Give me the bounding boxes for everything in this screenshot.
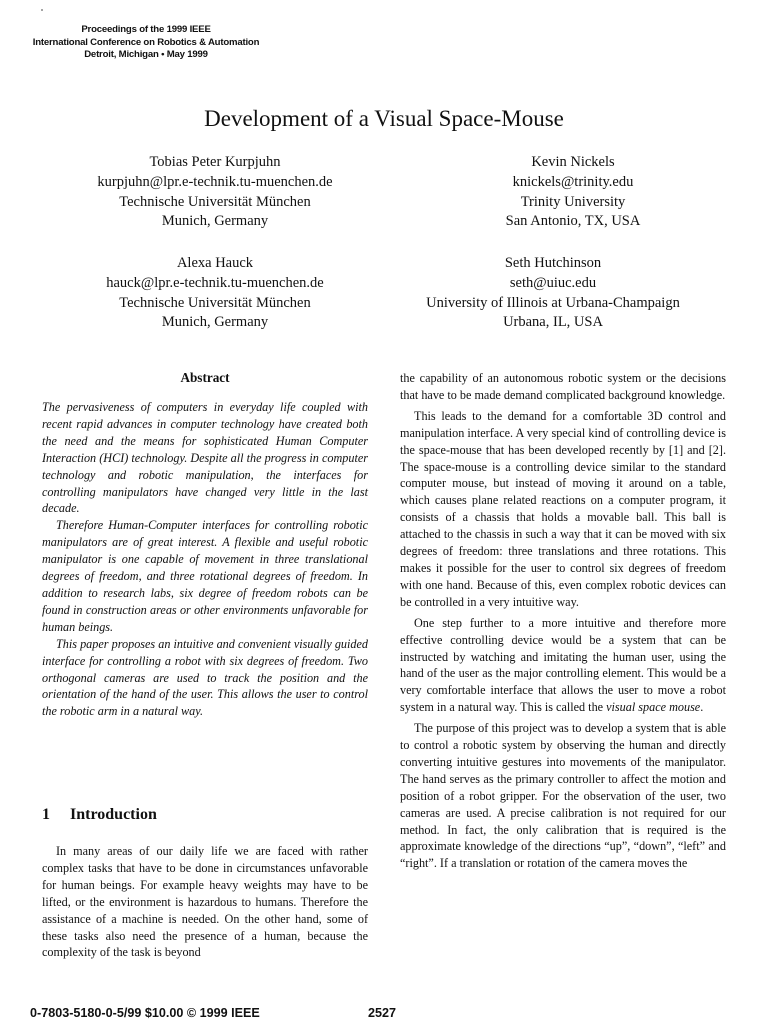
paragraph-end: . bbox=[700, 700, 704, 715]
author-name: Tobias Peter Kurpjuhn bbox=[149, 154, 281, 170]
visual-space-mouse-term: visual space mouse bbox=[606, 700, 701, 715]
author-name: Seth Hutchinson bbox=[504, 255, 602, 271]
abstract-heading: Abstract bbox=[180, 370, 230, 385]
introduction-heading bbox=[42, 806, 157, 824]
proceedings-line-1: Proceedings of the 1999 IEEE bbox=[81, 24, 211, 35]
abstract-paragraph-3: This paper proposes an intuitive and convenient visually guided interface for controlling a robot with six degrees of freedom. Two orthogonal cameras are used to track the position and the orientation of the hand of the user. This allows the user to control the robotic arm in a natural way. bbox=[42, 636, 368, 719]
right-column bbox=[400, 370, 726, 872]
author-name: Kevin Nickels bbox=[531, 154, 615, 170]
introduction-body bbox=[42, 843, 368, 961]
abstract-section bbox=[42, 369, 368, 720]
proceedings-line-2: International Conference on Robotics & Automation bbox=[32, 36, 260, 48]
proceedings-header bbox=[22, 24, 270, 62]
proceedings-line-3: Detroit, Michigan • May 1999 bbox=[84, 49, 208, 60]
author-affiliation: Technische Universität München bbox=[119, 294, 311, 311]
right-paragraph-4: The purpose of this project was to develop a system that is able to control a robotic system by observing the human and directly converting intuitive gestures into movements of the manipulator. The hand serves as the primary controller to affect the motion and position of a robot gripper. For the observation of the user, two cameras are used. A precise calibration is not required for our method. In fact, the only calibration that is required is the approximate knowledge of the directions “up”, “down”, “left” and “right”. If a translation or rotation of the camera moves the bbox=[400, 721, 726, 871]
right-paragraph-3 bbox=[400, 615, 726, 716]
right-paragraph-2: This leads to the demand for a comfortable 3D control and manipulation interface. A very special kind of controlling device is the space-mouse that has been developed recently by [1] and [2]. The space-mouse is a controlling device similar to the standard computer mouse, but instead of moving it around on a table, which causes plane related reactions on a computer program, it consists of a chassis that holds a movable ball. This ball is attached to the chassis in such a way that it can be moved with six degrees of freedom: three translations and three rotations. This makes it possible for the user to control six degrees of freedom with one hand. Because of this, even complex robotic devices can be controlled in a very intuitive way. bbox=[400, 408, 726, 609]
author-email: knickels@trinity.edu bbox=[512, 173, 634, 190]
author-email: kurpjuhn@lpr.e-technik.tu-muenchen.de bbox=[97, 173, 333, 190]
page-number: 2527 bbox=[368, 1006, 397, 1020]
author-affiliation: University of Illinois at Urbana-Champaign bbox=[426, 294, 680, 311]
copyright-footer: 0-7803-5180-0-5/99 $10.00 © 1999 IEEE bbox=[30, 1006, 260, 1020]
paper-title: Development of a Visual Space-Mouse bbox=[204, 106, 564, 131]
author-name: Alexa Hauck bbox=[176, 255, 254, 271]
author-location: Urbana, IL, USA bbox=[503, 314, 603, 331]
author-block-3 bbox=[60, 254, 370, 333]
abstract-paragraph-2: Therefore Human-Computer interfaces for controlling robotic manipulators are of great interest. A flexible and useful robotic manipulator is one capable of movement in three translational degrees of freedom, and three rotational degrees of freedom. In addition to research labs, six degree of freedom robots can be found in construction areas or other environments unfavorable for human beings. bbox=[42, 518, 368, 634]
introduction-paragraph: In many areas of our daily life we are faced with rather complex tasks that have to be done in circumstances unfavorable for human beings. For example heavy weights may have to be lifted, or the environment is hazardous to humans. Therefore the assistance of a machine is needed. On the other hand, some of these tasks also need the presence of a human, because the complexity of the task is beyond bbox=[42, 844, 368, 960]
abstract-paragraph-1: The pervasiveness of computers in everyday life coupled with recent rapid advances in computer technology have created both the need and the means for sophisticated Human Computer Interaction (HCI) technology. Despite all the progress in computer technology and robotic manipulation, the interfaces for controlling manipulators have changed very little in the last decade. bbox=[42, 400, 368, 516]
author-email: seth@uiuc.edu bbox=[509, 274, 597, 291]
section-title: Introduction bbox=[70, 806, 157, 823]
author-affiliation: Trinity University bbox=[520, 193, 626, 210]
author-block-1 bbox=[60, 153, 370, 232]
section-number: 1 bbox=[42, 806, 50, 823]
author-location: Munich, Germany bbox=[161, 314, 269, 331]
author-block-2 bbox=[418, 153, 728, 232]
author-location: Munich, Germany bbox=[161, 213, 269, 230]
author-location: San Antonio, TX, USA bbox=[505, 213, 641, 230]
author-email: hauck@lpr.e-technik.tu-muenchen.de bbox=[106, 274, 324, 291]
scan-speck bbox=[41, 9, 43, 11]
right-paragraph-1: the capability of an autonomous robotic system or the decisions that have to be made demand complicated background knowledge. bbox=[400, 371, 726, 402]
author-affiliation: Technische Universität München bbox=[119, 193, 311, 210]
author-block-4 bbox=[378, 254, 728, 333]
paragraph-text: One step further to a more intuitive and therefore more effective controlling device would be a system that can be instructed by watching and imitating the human user, using the hand of the user as the major controlling element. This would be a very comfortable interface that allows the user to move a robot system in a natural way. This is called the bbox=[400, 615, 726, 715]
